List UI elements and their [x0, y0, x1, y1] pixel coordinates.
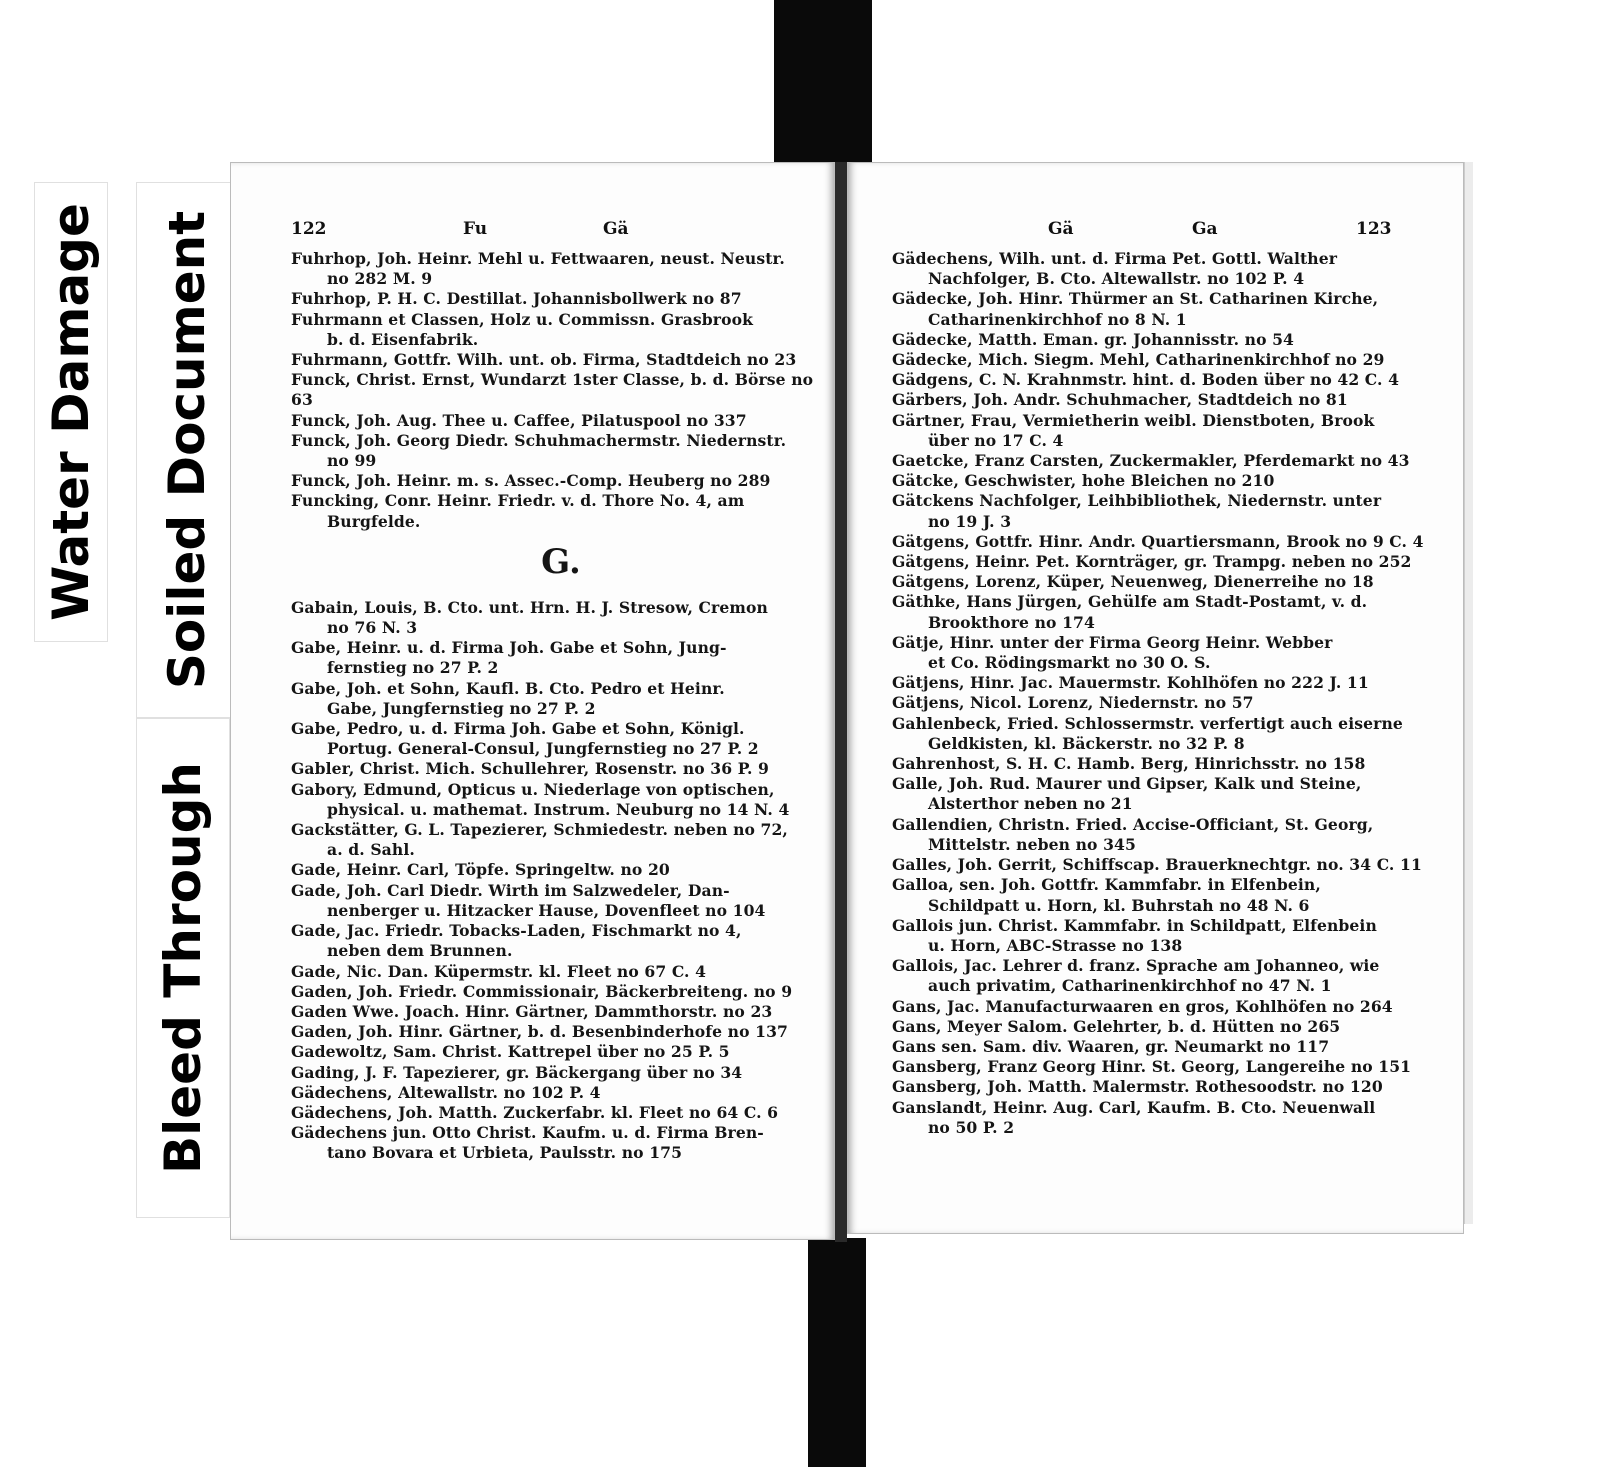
entry-line: Funck, Joh. Aug. Thee u. Caffee, Pilatuspool no 337	[291, 410, 747, 430]
directory-entry	[892, 956, 1448, 996]
entry-line: Fuhrmann, Gottfr. Wilh. unt. ob. Firma, Stadtdeich no 23	[291, 350, 797, 370]
entry-continuation: no 282 M. 9	[327, 269, 433, 289]
directory-entry	[291, 820, 831, 860]
entry-line: Gans, Meyer Salom. Gelehrter, b. d. Hütten no 265	[892, 1016, 1341, 1036]
open-book	[230, 162, 1470, 1242]
directory-entry	[291, 1022, 831, 1042]
directory-entry	[892, 289, 1448, 329]
entry-line: Galloa, sen. Joh. Gottfr. Kammfabr. in Elfenbein,	[892, 875, 1321, 895]
entry-line: Gallois, Jac. Lehrer d. franz. Sprache am Johanneo, wie	[892, 956, 1380, 976]
directory-entry	[892, 390, 1448, 410]
entry-line: Gansberg, Joh. Matth. Malermstr. Rothesoodstr. no 120	[892, 1077, 1383, 1097]
directory-entry	[892, 714, 1448, 754]
entry-line: Gading, J. F. Tapezierer, gr. Bäckergang über no 34	[291, 1062, 743, 1082]
entry-continuation: Gabe, Jungfernstieg no 27 P. 2	[327, 698, 596, 718]
entry-line: Gädecke, Mich. Siegm. Mehl, Catharinenkirchhof no 29	[892, 350, 1385, 370]
entry-line: Gabe, Joh. et Sohn, Kaufl. B. Cto. Pedro et Heinr.	[291, 678, 725, 698]
directory-entry	[892, 451, 1448, 471]
directory-entry	[291, 860, 831, 880]
entry-line: Gahlenbeck, Fried. Schlossermstr. verfertigt auch eiserne	[892, 713, 1403, 733]
running-head-left-1: Fu	[463, 219, 488, 239]
entry-line: Gärbers, Joh. Andr. Schuhmacher, Stadtdeich no 81	[892, 390, 1348, 410]
entry-line: Gädecke, Joh. Hinr. Thürmer an St. Catharinen Kirche,	[892, 289, 1379, 309]
entry-line: Funcking, Conr. Heinr. Friedr. v. d. Thore No. 4, am	[291, 491, 745, 511]
directory-entry	[892, 370, 1448, 390]
directory-entry	[892, 1098, 1448, 1138]
directory-entry	[291, 921, 831, 961]
entry-line: Gätgens, Gottfr. Hinr. Andr. Quartiersmann, Brook no 9 C. 4	[892, 531, 1424, 551]
directory-entry	[291, 1123, 831, 1163]
directory-entry	[291, 638, 831, 678]
directory-entry	[291, 679, 831, 719]
entry-line: Fuhrhop, Joh. Heinr. Mehl u. Fettwaaren, neust. Neustr.	[291, 249, 785, 268]
page-edge-right	[1464, 162, 1473, 1224]
entry-continuation: Portug. General-Consul, Jungfernstieg no 27 P. 2	[327, 739, 759, 759]
entry-continuation: Brookthore no 174	[928, 612, 1095, 632]
entry-line: Galle, Joh. Rud. Maurer und Gipser, Kalk und Steine,	[892, 774, 1362, 794]
entry-line: Gätje, Hinr. unter der Firma Georg Heinr. Webber	[892, 632, 1333, 652]
entry-continuation: no 99	[327, 451, 377, 471]
entry-line: Fuhrhop, P. H. C. Destillat. Johannisbollwerk no 87	[291, 289, 742, 309]
page-number-left: 122	[291, 219, 327, 239]
directory-entry	[291, 350, 831, 370]
directory-entry	[892, 532, 1448, 552]
entry-line: Ganslandt, Heinr. Aug. Carl, Kaufm. B. Cto. Neuenwall	[892, 1097, 1376, 1117]
directory-entry	[892, 693, 1448, 713]
entry-line: Gackstätter, G. L. Tapezierer, Schmiedestr. neben no 72,	[291, 820, 788, 840]
entry-line: Gallendien, Christn. Fried. Accise-Officiant, St. Georg,	[892, 814, 1374, 834]
entry-line: Gätjens, Hinr. Jac. Mauermstr. Kohlhöfen no 222 J. 11	[892, 673, 1369, 693]
entry-line: Gätjens, Nicol. Lorenz, Niedernstr. no 57	[892, 693, 1254, 713]
entry-line: Gade, Joh. Carl Diedr. Wirth im Salzwedeler, Dan-	[291, 880, 730, 900]
entry-line: Gädechens, Altewallstr. no 102 P. 4	[291, 1082, 601, 1102]
entry-line: Gätgens, Lorenz, Küper, Neuenweg, Dienerreihe no 18	[892, 572, 1374, 592]
directory-entry	[892, 350, 1448, 370]
directory-entry	[892, 633, 1448, 673]
entry-line: Gädechens, Wilh. unt. d. Firma Pet. Gottl. Walther	[892, 249, 1338, 268]
entry-continuation: b. d. Eisenfabrik.	[327, 329, 479, 349]
entry-line: Gädgens, C. N. Krahnmstr. hint. d. Boden über no 42 C. 4	[892, 370, 1400, 390]
entry-continuation: fernstieg no 27 P. 2	[327, 658, 499, 678]
directory-entry	[291, 598, 831, 638]
entry-line: Gansberg, Franz Georg Hinr. St. Georg, Langereihe no 151	[892, 1057, 1412, 1077]
entry-line: Gaden, Joh. Friedr. Commissionair, Bäckerbreiteng. no 9	[291, 981, 793, 1001]
directory-entry	[892, 997, 1448, 1017]
entry-continuation: auch privatim, Catharinenkirchhof no 47 N. 1	[928, 976, 1332, 996]
entry-continuation: Catharinenkirchhof no 8 N. 1	[928, 309, 1187, 329]
entry-line: Funck, Joh. Georg Diedr. Schuhmachermstr. Niedernstr.	[291, 430, 787, 450]
directory-entry	[291, 962, 831, 982]
entry-continuation: physical. u. mathemat. Instrum. Neuburg no 14 N. 4	[327, 799, 790, 819]
running-head-right-2: Ga	[1192, 219, 1218, 239]
entry-line: Gade, Heinr. Carl, Töpfe. Springeltw. no 20	[291, 860, 670, 880]
directory-entry	[291, 1042, 831, 1062]
directory-entry	[291, 289, 831, 309]
directory-entry	[892, 1077, 1448, 1097]
entry-line: Gabler, Christ. Mich. Schullehrer, Rosenstr. no 36 P. 9	[291, 759, 769, 779]
directory-entry	[291, 719, 831, 759]
entry-line: Funck, Christ. Ernst, Wundarzt 1ster Classe, b. d. Börse no 63	[291, 370, 814, 410]
entry-continuation: no 19 J. 3	[928, 511, 1012, 531]
entry-line: Gätckens Nachfolger, Leihbibliothek, Niedernstr. unter	[892, 491, 1382, 511]
entry-continuation: a. d. Sahl.	[327, 840, 415, 860]
directory-entry	[291, 1103, 831, 1123]
directory-entry	[892, 1037, 1448, 1057]
entry-line: Gaetcke, Franz Carsten, Zuckermakler, Pferdemarkt no 43	[892, 451, 1410, 471]
directory-entry	[892, 875, 1448, 915]
entry-line: Gadewoltz, Sam. Christ. Kattrepel über no 25 P. 5	[291, 1042, 730, 1062]
directory-entry	[291, 431, 831, 471]
soiled-document-label: Soiled Document	[136, 182, 238, 718]
directory-entry	[291, 1063, 831, 1083]
entry-line: Gabe, Heinr. u. d. Firma Joh. Gabe et Sohn, Jung-	[291, 638, 727, 658]
entry-continuation: u. Horn, ABC-Strasse no 138	[928, 935, 1183, 955]
entry-line: Gädechens jun. Otto Christ. Kaufm. u. d. Firma Bren-	[291, 1123, 764, 1143]
entry-line: Funck, Joh. Heinr. m. s. Assec.-Comp. Heuberg no 289	[291, 471, 771, 491]
section-letter: G.	[541, 541, 581, 582]
entry-line: Gabory, Edmund, Opticus u. Niederlage von optischen,	[291, 779, 775, 799]
entry-line: Gabe, Pedro, u. d. Firma Joh. Gabe et Sohn, Königl.	[291, 719, 745, 739]
entry-line: Gabain, Louis, B. Cto. unt. Hrn. H. J. Stresow, Cremon	[291, 597, 768, 617]
entry-continuation: tano Bovara et Urbieta, Paulsstr. no 175	[327, 1143, 683, 1163]
binding-strip-bottom	[808, 1238, 866, 1467]
entry-continuation: Burgfelde.	[327, 511, 421, 531]
entry-line: Gaden, Joh. Hinr. Gärtner, b. d. Besenbinderhofe no 137	[291, 1022, 788, 1042]
directory-entry	[892, 673, 1448, 693]
book-gutter	[835, 162, 847, 1242]
directory-entry	[892, 916, 1448, 956]
entry-line: Gärtner, Frau, Vermietherin weibl. Dienstboten, Brook	[892, 410, 1375, 430]
entry-line: Galles, Joh. Gerrit, Schiffscap. Brauerknechtgr. no. 34 C. 11	[892, 855, 1422, 875]
entry-continuation: neben dem Brunnen.	[327, 941, 513, 961]
entry-continuation: Schildpatt u. Horn, kl. Buhrstah no 48 N. 6	[928, 895, 1310, 915]
directory-entry	[291, 1083, 831, 1103]
running-head-left-2: Gä	[603, 219, 629, 239]
entry-line: Gädecke, Matth. Eman. gr. Johannisstr. no 54	[892, 329, 1295, 349]
entry-continuation: et Co. Rödingsmarkt no 30 O. S.	[928, 653, 1211, 673]
entry-continuation: Geldkisten, kl. Bäckerstr. no 32 P. 8	[928, 733, 1245, 753]
directory-entry	[892, 491, 1448, 531]
entry-continuation: nenberger u. Hitzacker Hause, Dovenfleet no 104	[327, 900, 766, 920]
entry-continuation: Mittelstr. neben no 345	[928, 834, 1136, 854]
directory-entry	[892, 411, 1448, 451]
entry-line: Gahrenhost, S. H. C. Hamb. Berg, Hinrichsstr. no 158	[892, 754, 1366, 774]
entry-line: Gätgens, Heinr. Pet. Kornträger, gr. Trampg. neben no 252	[892, 552, 1412, 572]
entry-line: Gädechens, Joh. Matth. Zuckerfabr. kl. Fleet no 64 C. 6	[291, 1102, 779, 1122]
entry-line: Fuhrmann et Classen, Holz u. Commissn. Grasbrook	[291, 309, 754, 329]
directory-entry	[291, 471, 831, 491]
directory-entry	[291, 370, 831, 410]
directory-entry	[892, 330, 1448, 350]
left-entries	[291, 249, 831, 1164]
directory-entry	[892, 774, 1448, 814]
directory-entry	[892, 592, 1448, 632]
right-page	[847, 162, 1464, 1234]
entry-continuation: no 50 P. 2	[928, 1117, 1015, 1137]
entry-line: Gallois jun. Christ. Kammfabr. in Schildpatt, Elfenbein	[892, 915, 1377, 935]
directory-entry	[892, 572, 1448, 592]
entry-continuation: über no 17 C. 4	[928, 430, 1064, 450]
directory-entry	[892, 1017, 1448, 1037]
right-entries	[892, 249, 1448, 1138]
directory-entry	[291, 249, 831, 289]
binding-strip-top	[774, 0, 872, 166]
directory-entry	[291, 491, 831, 531]
entry-line: Gätcke, Geschwister, hohe Bleichen no 210	[892, 471, 1275, 491]
directory-entry	[892, 1057, 1448, 1077]
bleed-through-label: Bleed Through	[136, 718, 230, 1218]
page-number-right: 123	[1356, 219, 1392, 239]
entry-line: Gans, Jac. Manufacturwaaren en gros, Kohlhöfen no 264	[892, 996, 1393, 1016]
entry-line: Gäthke, Hans Jürgen, Gehülfe am Stadt-Postamt, v. d.	[892, 592, 1368, 612]
directory-entry	[892, 471, 1448, 491]
entry-line: Gans sen. Sam. div. Waaren, gr. Neumarkt no 117	[892, 1036, 1330, 1056]
directory-entry	[892, 552, 1448, 572]
directory-entry	[291, 759, 831, 779]
directory-entry	[291, 881, 831, 921]
entry-continuation: Nachfolger, B. Cto. Altewallstr. no 102 P. 4	[928, 269, 1305, 289]
water-damage-label: Water Damage	[34, 182, 108, 642]
directory-entry	[291, 310, 831, 350]
directory-entry	[291, 411, 831, 431]
directory-entry	[892, 754, 1448, 774]
directory-entry	[892, 249, 1448, 289]
directory-entry	[892, 815, 1448, 855]
entry-line: Gade, Nic. Dan. Küpermstr. kl. Fleet no 67 C. 4	[291, 961, 707, 981]
directory-entry	[291, 982, 831, 1002]
entry-line: Gaden Wwe. Joach. Hinr. Gärtner, Dammthorstr. no 23	[291, 1001, 773, 1021]
directory-entry	[892, 855, 1448, 875]
entry-continuation: Alsterthor neben no 21	[928, 794, 1133, 814]
directory-entry	[291, 1002, 831, 1022]
directory-entry	[291, 780, 831, 820]
left-page	[230, 162, 835, 1240]
entry-continuation: no 76 N. 3	[327, 618, 418, 638]
entry-line: Gade, Jac. Friedr. Tobacks-Laden, Fischmarkt no 4,	[291, 921, 742, 941]
running-head-right-1: Gä	[1048, 219, 1074, 239]
